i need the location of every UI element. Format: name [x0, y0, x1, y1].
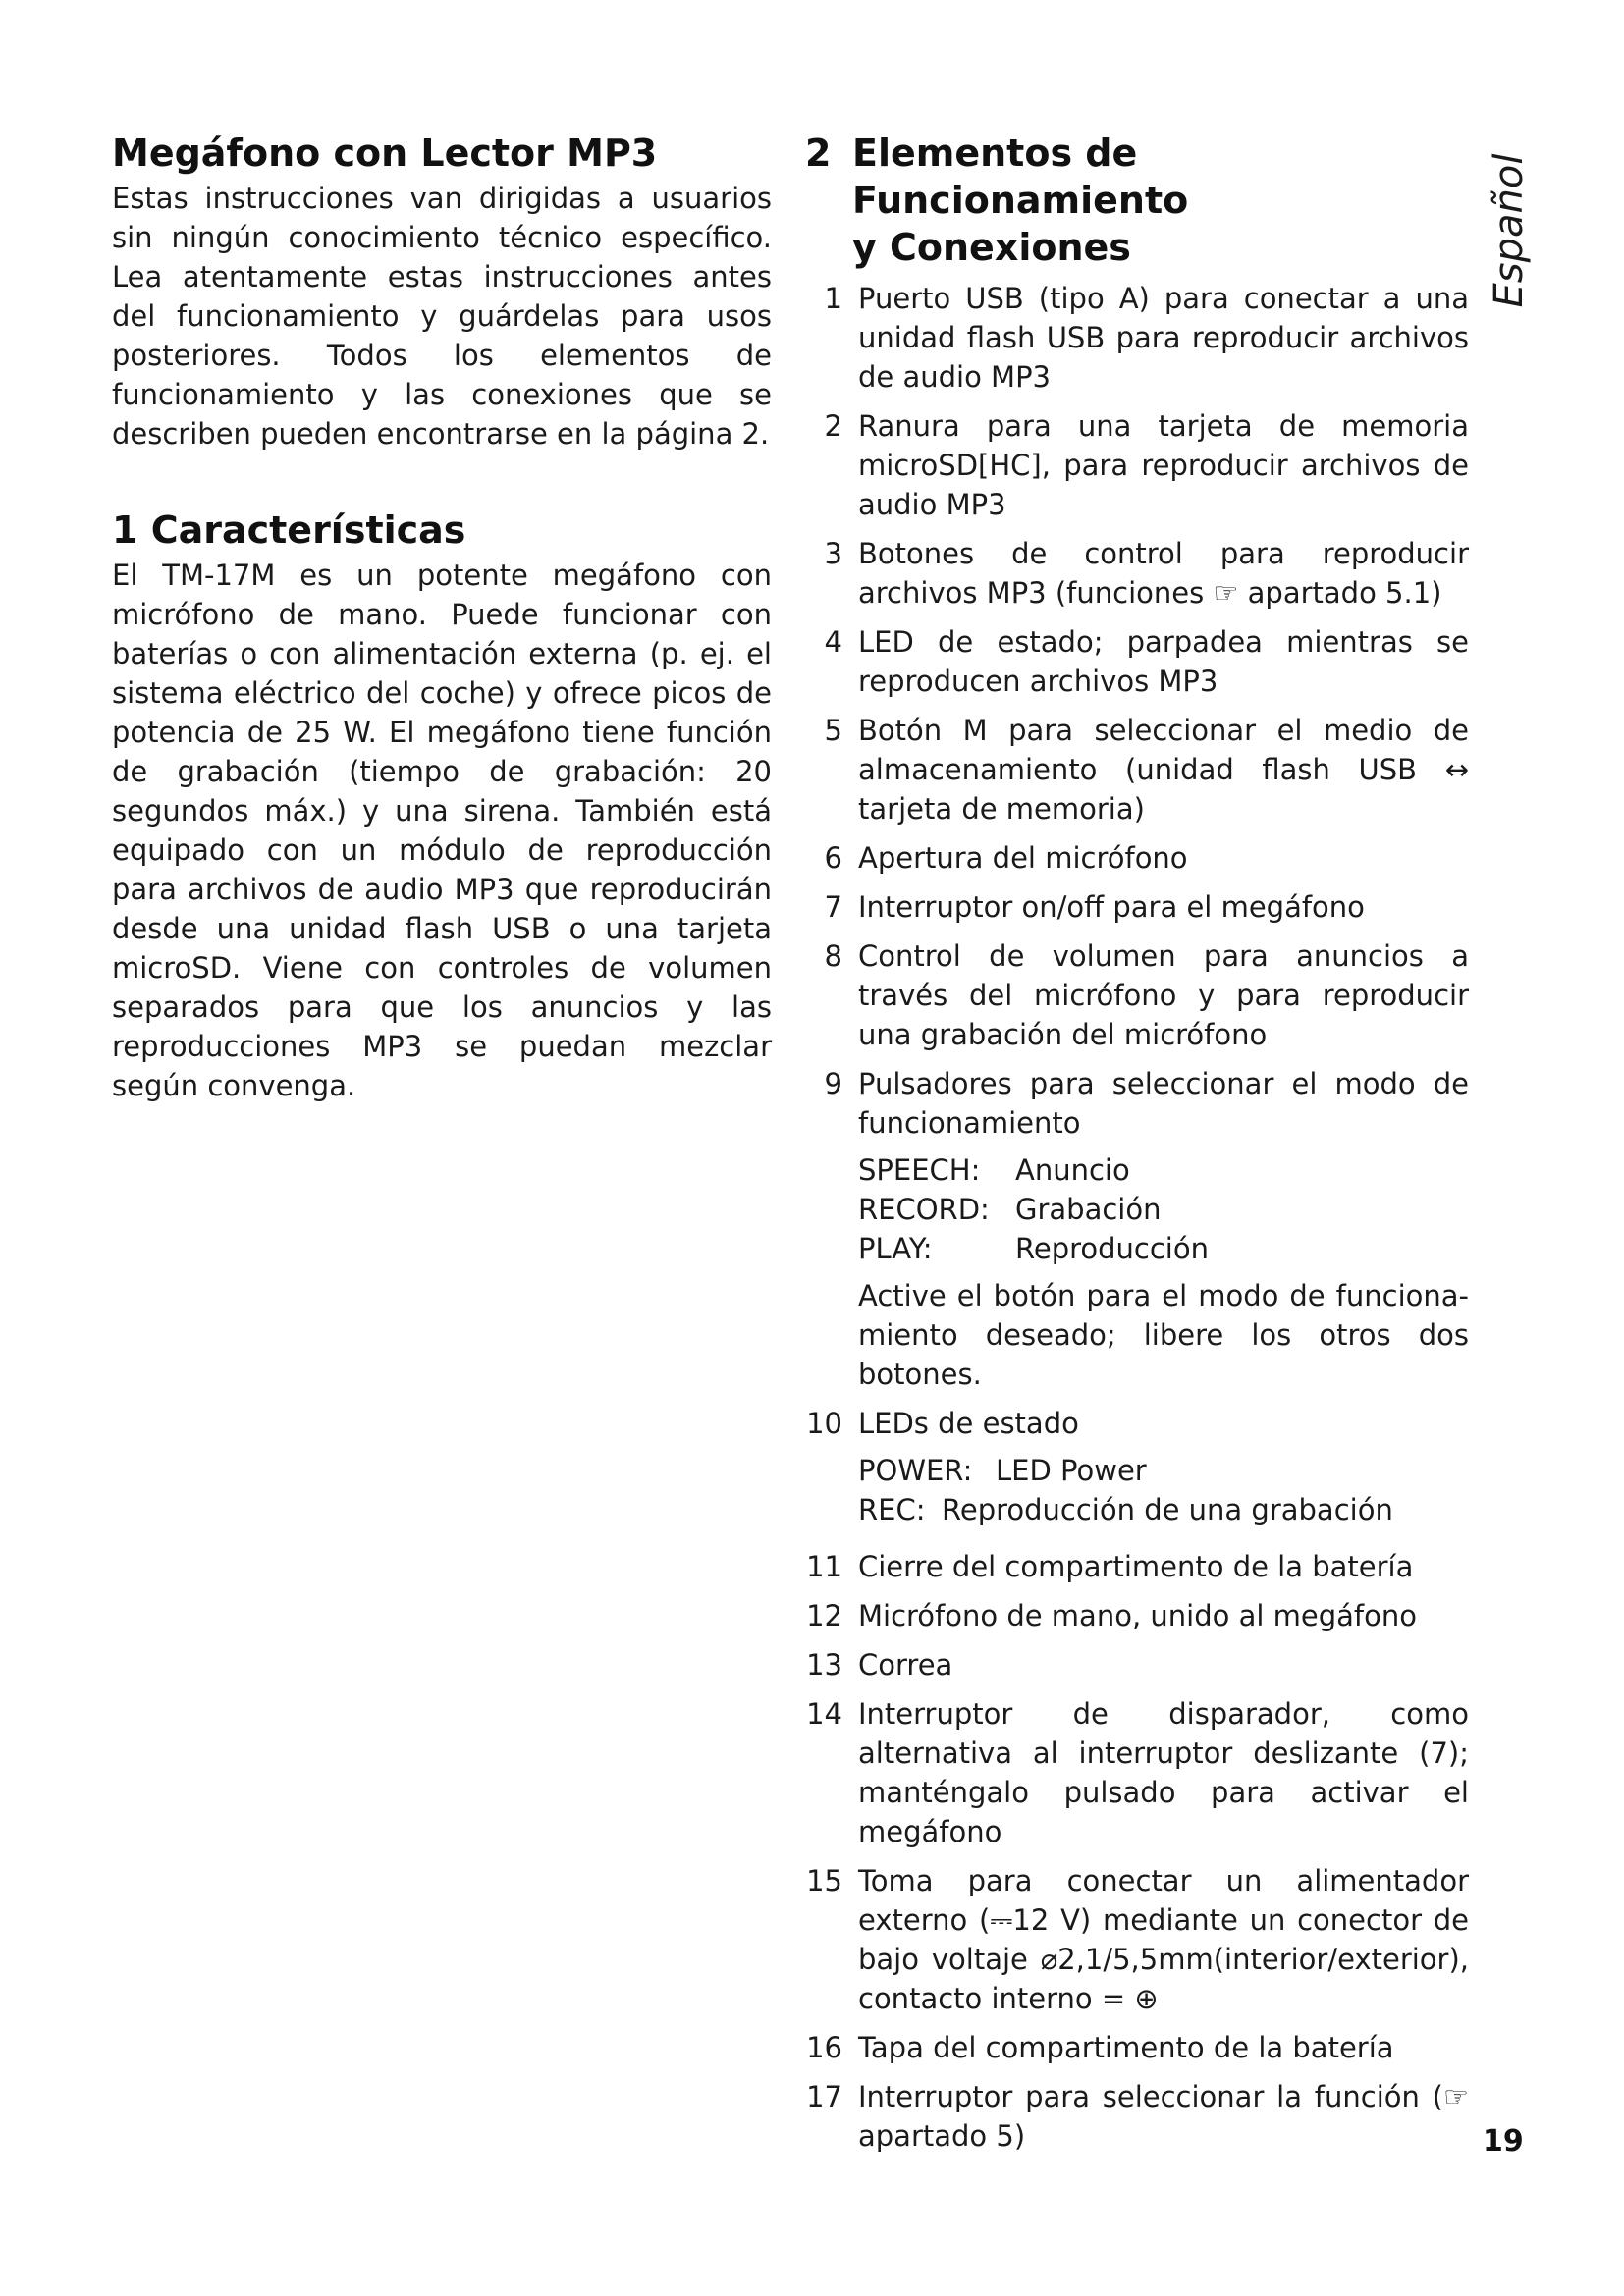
item-number: 9 — [824, 1067, 842, 1100]
item-number: 11 — [806, 1550, 842, 1583]
led-value: Reproducción de una grabación — [942, 1493, 1393, 1526]
section-2-number: 2 — [805, 132, 832, 175]
item-text: LED de estado; parpadea mientras se reproducen archivos MP3 — [858, 625, 1469, 698]
item-text: Toma para conectar un alimentador externo (⎓12 V) mediante un conector de bajo voltaje ⌀2,1/5,5mm(interior/exterior), contacto interno = ⊕ — [858, 1864, 1469, 2015]
list-item — [805, 1404, 1469, 1537]
list-item — [805, 534, 1469, 613]
item-number: 10 — [806, 1407, 842, 1440]
mode-row — [858, 1150, 1469, 1190]
mode-row — [858, 1229, 1469, 1268]
item-text: Ranura para una tarjeta de memoria microSD[HC], para reproducir archivos de audio MP3 — [858, 409, 1469, 521]
section-2-title — [805, 130, 1469, 271]
item-number: 1 — [824, 282, 842, 315]
list-item — [805, 1645, 1469, 1684]
item-text: Cierre del compartimento de la batería — [858, 1550, 1414, 1583]
item-number: 2 — [824, 409, 842, 443]
left-column — [112, 130, 772, 1105]
list-item — [805, 1861, 1469, 2018]
list-item — [805, 838, 1469, 878]
item-text: Correa — [858, 1648, 953, 1682]
language-tab — [1475, 133, 1543, 329]
mode-label: SPEECH: — [858, 1153, 981, 1187]
item-number: 12 — [806, 1599, 842, 1632]
led-list — [858, 1451, 1469, 1529]
item-text: Control de volumen para anuncios a través del micrófono y para reproducir una grabación del micrófono — [858, 939, 1469, 1051]
list-item — [805, 887, 1469, 927]
mode-label: PLAY: — [858, 1232, 933, 1265]
elements-list — [805, 279, 1469, 2156]
section-1-text: El TM-17M es un potente megáfono con micrófono de mano. Puede funcionar con baterías o con alimentación externa (p. ej. el sistema eléctrico del coche) y ofrece picos de potencia de 25 W. El megáfono tiene función de grabación (tiempo de grabación: 20 segundos máx.) y una sirena. También está equipado con un módulo de reproducción para archivos de audio MP3 que reproducirán desde una unidad flash USB o una tarjeta microSD. Viene con controles de volumen separados para que los anuncios y las reproducciones MP3 se puedan mezclar según convenga. — [112, 559, 772, 1102]
item-number: 8 — [824, 939, 842, 973]
item-text: Tapa del compartimento de la batería — [858, 2031, 1394, 2064]
right-column — [805, 130, 1469, 2165]
item-number: 15 — [806, 1864, 842, 1897]
section-2-heading-line-2: y Conexiones — [852, 226, 1131, 269]
led-label: REC: — [858, 1493, 926, 1526]
list-item — [805, 622, 1469, 701]
list-item — [805, 406, 1469, 524]
item-text: Apertura del micrófono — [858, 841, 1188, 875]
item-number: 6 — [824, 841, 842, 875]
page-number: 19 — [1483, 2124, 1524, 2159]
section-2-heading-line-1: Elementos de Funcionamiento — [852, 132, 1189, 222]
item-number: 14 — [806, 1697, 842, 1731]
intro-title: Megáfono con Lector MP3 — [112, 132, 658, 175]
item-number: 5 — [824, 714, 842, 747]
mode-value: Reproducción — [1015, 1232, 1209, 1265]
item-number: 16 — [806, 2031, 842, 2064]
item-text: Interruptor de disparador, como alternativa al interruptor deslizante (7); manténgalo pulsado para activar el megáfono — [858, 1697, 1469, 1848]
item-number: 4 — [824, 625, 842, 659]
list-item — [805, 2077, 1469, 2156]
mode-label: RECORD: — [858, 1193, 990, 1226]
list-item — [805, 1596, 1469, 1635]
section-1-title — [112, 507, 772, 554]
item-9-note: Active el botón para el modo de funcionamiento deseado; libere los otros dos botones. — [858, 1279, 1469, 1391]
item-text: Interruptor para seleccionar la función (☞ apartado 5) — [858, 2080, 1469, 2153]
item-number: 17 — [806, 2080, 842, 2113]
mode-value: Grabación — [1015, 1193, 1162, 1226]
led-label: POWER: — [858, 1454, 973, 1487]
item-text: Pulsadores para seleccionar el modo de funcionamiento — [858, 1067, 1469, 1140]
mode-value: Anuncio — [1015, 1153, 1130, 1187]
list-item — [805, 1547, 1469, 1586]
language-label: Español — [1487, 153, 1532, 308]
list-item — [805, 1694, 1469, 1851]
mode-row — [858, 1190, 1469, 1229]
section-1-number: 1 — [112, 508, 138, 552]
led-value: LED Power — [996, 1454, 1147, 1487]
list-item — [805, 711, 1469, 828]
mode-list — [858, 1150, 1469, 1268]
item-text: Botón M para seleccionar el medio de almacenamiento (unidad flash USB ↔ tarjeta de memoria) — [858, 714, 1469, 826]
item-text: Botones de control para reproducir archivos MP3 (funciones ☞ apartado 5.1) — [858, 537, 1469, 610]
list-item — [805, 279, 1469, 397]
led-row — [858, 1490, 1469, 1529]
list-item — [805, 936, 1469, 1054]
item-text: LEDs de estado — [858, 1407, 1079, 1440]
list-item — [805, 2028, 1469, 2067]
item-number: 13 — [806, 1648, 842, 1682]
led-row — [858, 1451, 1469, 1490]
list-item — [805, 1064, 1469, 1394]
item-text: Puerto USB (tipo A) para conectar a una unidad flash USB para reproducir archivos de audio MP3 — [858, 282, 1469, 394]
intro-text: Estas instrucciones van dirigidas a usuarios sin ningún conocimiento técnico específico. Lea atentamente estas instrucciones antes del funcionamiento y guárdelas para usos posteriores. Todos los elementos de funcionamiento y las conexiones que se describen pueden encontrarse en la página 2. — [112, 182, 772, 451]
section-2-heading — [852, 130, 1469, 271]
item-text: Micrófono de mano, unido al megáfono — [858, 1599, 1417, 1632]
item-number: 7 — [824, 890, 842, 924]
item-number: 3 — [824, 537, 842, 570]
section-1-heading: Características — [150, 508, 466, 552]
item-text: Interruptor on/off para el megáfono — [858, 890, 1365, 924]
